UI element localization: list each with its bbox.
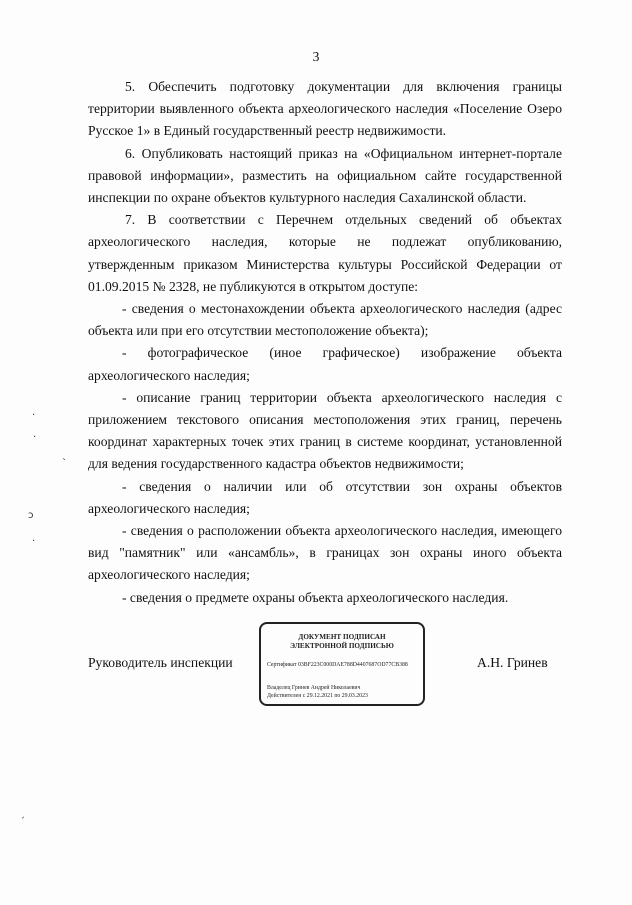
paragraph-item-6: 6. Опубликовать настоящий приказ на «Официальном интернет-портале правовой информации», разместить на официальном сайте государственной инспекции по охране объектов культурного наследия Сахалинской области. (88, 145, 562, 206)
scan-speck: · (32, 410, 36, 421)
bullet-item: - сведения о предмете охраны объекта археологического наследия. (122, 589, 509, 605)
page-number: 3 (312, 49, 320, 64)
scan-speck: · (33, 432, 37, 443)
signatory-name: А.Н. Гринев (477, 655, 548, 670)
electronic-signature-stamp (259, 622, 425, 706)
scan-speck: · (32, 536, 36, 547)
stamp-title (261, 633, 423, 651)
stamp-owner: Владелец Гринев Андрей Николаевич (267, 685, 361, 691)
scan-speck: ` (62, 458, 67, 469)
paragraph-item-7: 7. В соответствии с Перечнем отдельных сведений об объектах археологического наследия, которые не подлежат опубликованию, утвержденным приказом Министерства культуры Российской Федерации от 01.09.2015 № 2328, не публикуются в открытом доступе: (88, 212, 562, 294)
bullet-item: - сведения о местонахождении объекта археологического наследия (адрес объекта или при его отсутствии местоположение объекта); (88, 301, 562, 339)
scan-speck: ɔ (28, 510, 34, 521)
bullet-item: - сведения о наличии или об отсутствии зон охраны объектов археологического наследия; (88, 478, 562, 516)
stamp-title-line: ДОКУМЕНТ ПОДПИСАН (298, 633, 386, 641)
signatory-position: Руководитель инспекции (88, 655, 233, 670)
scan-speck: ˏ (20, 808, 25, 819)
stamp-certificate: Сертификат 03BF223C000DAE788D4407687OD77CB388 (267, 662, 408, 668)
document-body (88, 76, 562, 609)
stamp-validity: Действителен с 29.12.2021 по 29.03.2023 (267, 693, 368, 699)
stamp-title-line: ЭЛЕКТРОННОЙ ПОДПИСЬЮ (290, 642, 394, 650)
bullet-item: - фотографическое (иное графическое) изображение объекта археологического наследия; (88, 345, 562, 383)
bullet-item: - сведения о расположении объекта археологического наследия, имеющего вид "памятник" или «ансамбль», в границах зон охраны иного объекта археологического наследия; (88, 523, 562, 583)
paragraph-item-5: 5. Обеспечить подготовку документации для включения границы территории выявленного объекта археологического наследия «Поселение Озеро Русское 1» в Единый государственный реестр недвижимости. (88, 79, 562, 139)
bullet-item: - описание границ территории объекта археологического наследия с приложением текстового описания местоположения этих границ, перечень координат характерных точек этих границ в системе координат, установленной для ведения государственного кадастра объектов недвижимости; (88, 389, 562, 472)
